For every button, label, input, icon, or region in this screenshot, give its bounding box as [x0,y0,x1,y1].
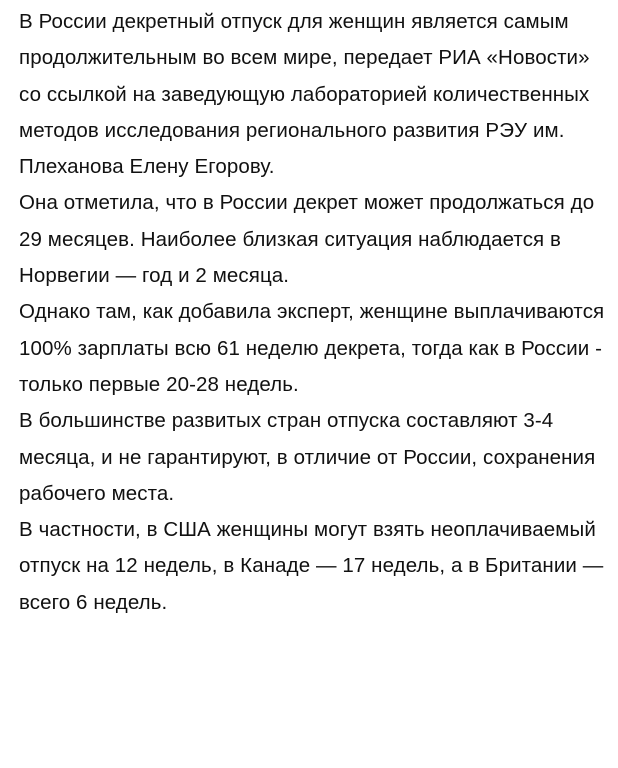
paragraph-4: В большинстве развитых стран отпуска составляют 3-4 месяца, и не гарантируют, в отличие от России, сохранения рабочего места. [19,409,596,505]
paragraph-3: Однако там, как добавила эксперт, женщине выплачиваются 100% зарплаты всю 61 неделю декрета, тогда как в России - только первые 20-28 недель. [19,300,605,396]
paragraph-1: В России декретный отпуск для женщин является самым продолжительным во всем мире, передает РИА «Новости» со ссылкой на заведующую лабораторией количественных методов исследования регионального развития РЭУ им. Плеханова Елену Егорову. [19,10,590,179]
paragraph-5: В частности, в США женщины могут взять неоплачиваемый отпуск на 12 недель, в Канаде — 17 недель, а в Британии — всего 6 недель. [19,518,604,614]
paragraph-2: Она отметила, что в России декрет может продолжаться до 29 месяцев. Наиболее близкая ситуация наблюдается в Норвегии — год и 2 месяца. [19,191,595,288]
